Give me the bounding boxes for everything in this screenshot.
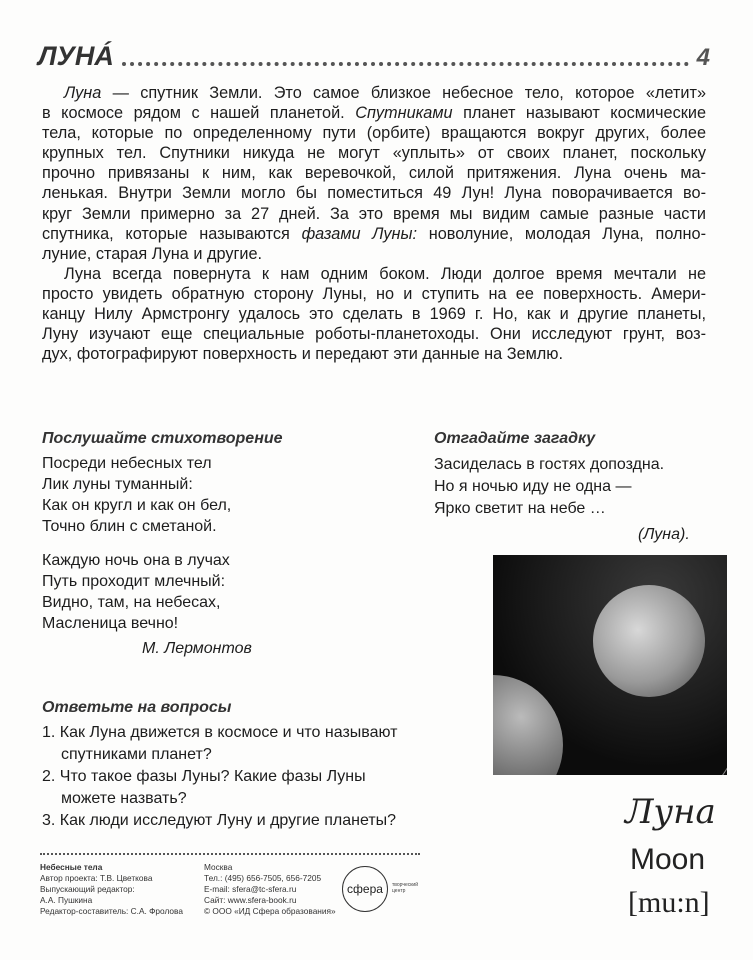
- riddle-answer: (Луна).: [638, 526, 690, 543]
- sfera-logo: [342, 866, 388, 912]
- poem-line: Посреди небесных тел: [42, 455, 212, 472]
- footer-line: E-mail: sfera@tc-sfera.ru: [204, 884, 297, 894]
- poem-line: Масленица вечно!: [42, 615, 179, 632]
- text-line: дух, фотографируют поверхность и передают эти данные на Землю.: [42, 345, 564, 364]
- poem-line: Видно, там, на небесах,: [42, 594, 221, 611]
- text-line: новолуние, молодая Луна, полно-: [428, 224, 706, 243]
- poem-line: Лик луны туманный:: [42, 476, 193, 493]
- riddle-line: Засиделась в гостях допоздна.: [434, 456, 665, 473]
- question: 2. Что такое фазы Луны? Какие фазы Луны: [42, 768, 366, 785]
- question-cont: можете назвать?: [61, 790, 187, 807]
- footer-line: Небесные тела: [40, 862, 103, 872]
- question: 3. Как люди исследуют Луну и другие планеты?: [42, 812, 397, 829]
- text-line: спутника, которые называются: [42, 224, 290, 243]
- text-line: канцу Нилу Армстронгу удалось это сделать в 1969 г. Но, как и другие планеты,: [42, 305, 706, 324]
- text-line: тела, которые по определенному пути (орбите) вращаются вокруг других, более: [42, 124, 706, 143]
- text-line: Луну изучают еще специальные роботы-планетоходы. Они исследуют грунт, воз-: [42, 325, 706, 344]
- moon-photo: [493, 555, 727, 775]
- footer-line: Сайт: www.sfera-book.ru: [204, 895, 297, 905]
- term-luna: Луна: [64, 84, 102, 102]
- footer-line: © ООО «ИД Сфера образования»: [204, 906, 336, 916]
- footer-line: А.А. Пушкина: [40, 895, 93, 905]
- poem-heading: Послушайте стихотворение: [42, 430, 283, 447]
- riddle-line: Но я ночью иду не одна —: [434, 478, 632, 495]
- logo-text: сфера: [347, 882, 383, 896]
- footer-line: Тел.: (495) 656-7505, 656-7205: [204, 873, 322, 883]
- footer-credits: [40, 862, 183, 917]
- text-line: — спутник Земли. Это самое близкое небесное тело, которое «летит»: [112, 84, 706, 102]
- vocab-transcription: [mu:n]: [628, 886, 710, 919]
- logo-subtitle: творческий центр: [392, 882, 419, 894]
- question-cont: спутниками планет?: [61, 746, 212, 763]
- footer-contacts: [204, 862, 336, 917]
- text-line: круг Земли примерно за 27 дней. За это время мы видим самые разные части: [42, 204, 706, 223]
- text-line: в космосе рядом с нашей планетой.: [42, 104, 345, 123]
- page-header: [38, 38, 710, 72]
- poem-line: Точно блин с сметаной.: [42, 518, 217, 535]
- riddle-heading: Отгадайте загадку: [434, 430, 596, 447]
- text-line: планет называют космические: [463, 104, 707, 123]
- term-fazy: фазами Луны:: [301, 224, 417, 243]
- footer-line: Москва: [204, 862, 233, 872]
- term-sputniki: Спутниками: [355, 104, 453, 123]
- vocab-cursive: Луна: [625, 792, 716, 832]
- footer-line: Выпускающий редактор:: [40, 884, 135, 894]
- text-line: ленькая. Внутри Земли могло бы поместиться 49 Лун! Луна поворачивается во-: [42, 184, 706, 203]
- questions: [42, 722, 397, 832]
- paragraph-2: [42, 264, 706, 364]
- poem-line: Путь проходит млечный:: [42, 573, 226, 590]
- page-number: 4: [696, 44, 710, 71]
- moon-image: [593, 585, 705, 697]
- paragraph-1: [42, 83, 706, 264]
- vocab-english: Moon: [630, 843, 706, 876]
- leader-dots: [122, 62, 689, 66]
- poem: [42, 453, 252, 659]
- poem-line: Каждую ночь она в лучах: [42, 552, 230, 569]
- text-line: просто увидеть обратную сторону Луны, но и ступить на ее поверхность. Амери-: [42, 285, 706, 304]
- footer-divider: [40, 853, 420, 855]
- riddle: [434, 454, 690, 546]
- text-line: Луна всегда повернута к нам одним боком. Люди долгое время мечтали не: [64, 265, 706, 283]
- page-title: ЛУНÁ: [38, 41, 114, 71]
- poem-line: Как он кругл и как он бел,: [42, 497, 232, 514]
- footer-line: Автор проекта: Т.В. Цветкова: [40, 873, 153, 883]
- poem-author: М. Лермонтов: [142, 640, 252, 657]
- riddle-line: Ярко светит на небе …: [434, 500, 606, 517]
- footer-line: Редактор-составитель: С.А. Фролова: [40, 906, 183, 916]
- text-line: прочно привязаны к ним, как веревочкой, силой притяжения. Луна очень ма-: [42, 164, 706, 183]
- text-line: крупных тел. Спутники никуда не могут «уплыть» от своих планет, поскольку: [42, 144, 706, 163]
- question: 1. Как Луна движется в космосе и что называют: [42, 724, 398, 741]
- questions-heading: Ответьте на вопросы: [42, 699, 232, 716]
- text-line: луние, старая Луна и другие.: [42, 244, 263, 263]
